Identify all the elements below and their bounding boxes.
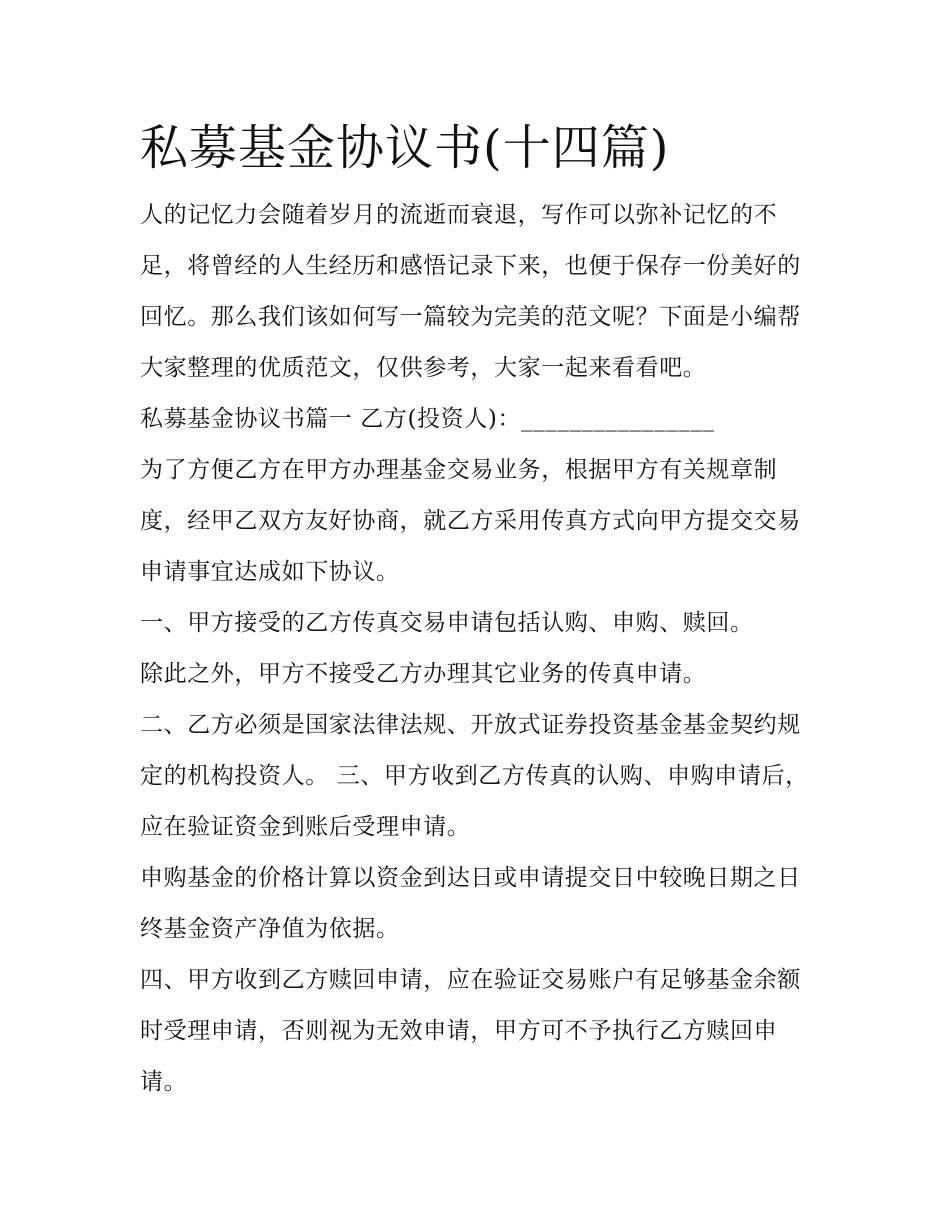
document-page [140, 112, 820, 1108]
paragraph-purpose: 为了方便乙方在甲方办理基金交易业务，根据甲方有关规章制度，经甲乙双方友好协商，就乙方采用传真方式向甲方提交交易申请事宜达成如下协议。 [140, 457, 801, 585]
paragraph-section-one-heading: 私募基金协议书篇一 乙方(投资人)：________________ [140, 406, 715, 432]
paragraph-clause-two-three: 二、乙方必须是国家法律法规、开放式证券投资基金基金契约规定的机构投资人。 三、甲方收到乙方传真的认购、申购申请后，应在验证资金到账后受理申请。 [140, 712, 809, 840]
paragraph-clause-one-exception: 除此之外，甲方不接受乙方办理其它业务的传真申请。 [140, 661, 707, 687]
paragraph-intro: 人的记忆力会随着岁月的流逝而衰退，写作可以弥补记忆的不足，将曾经的人生经历和感悟记录下来，也便于保存一份美好的回忆。那么我们该如何写一篇较为完美的范文呢？下面是小编帮大家整理的优质范文，仅供参考，大家一起来看看吧。 [140, 202, 801, 381]
paragraph-clause-one: 一、甲方接受的乙方传真交易申请包括认购、申购、赎回。 [140, 610, 754, 636]
paragraph-price-calculation: 申购基金的价格计算以资金到达日或申请提交日中较晚日期之日终基金资产净值为依据。 [140, 865, 801, 942]
paragraph-clause-four: 四、甲方收到乙方赎回申请，应在验证交易账户有足够基金余额时受理申请，否则视为无效申请，甲方可不予执行乙方赎回申请。 [140, 967, 801, 1095]
document-title: 私募基金协议书(十四篇) [140, 120, 670, 176]
